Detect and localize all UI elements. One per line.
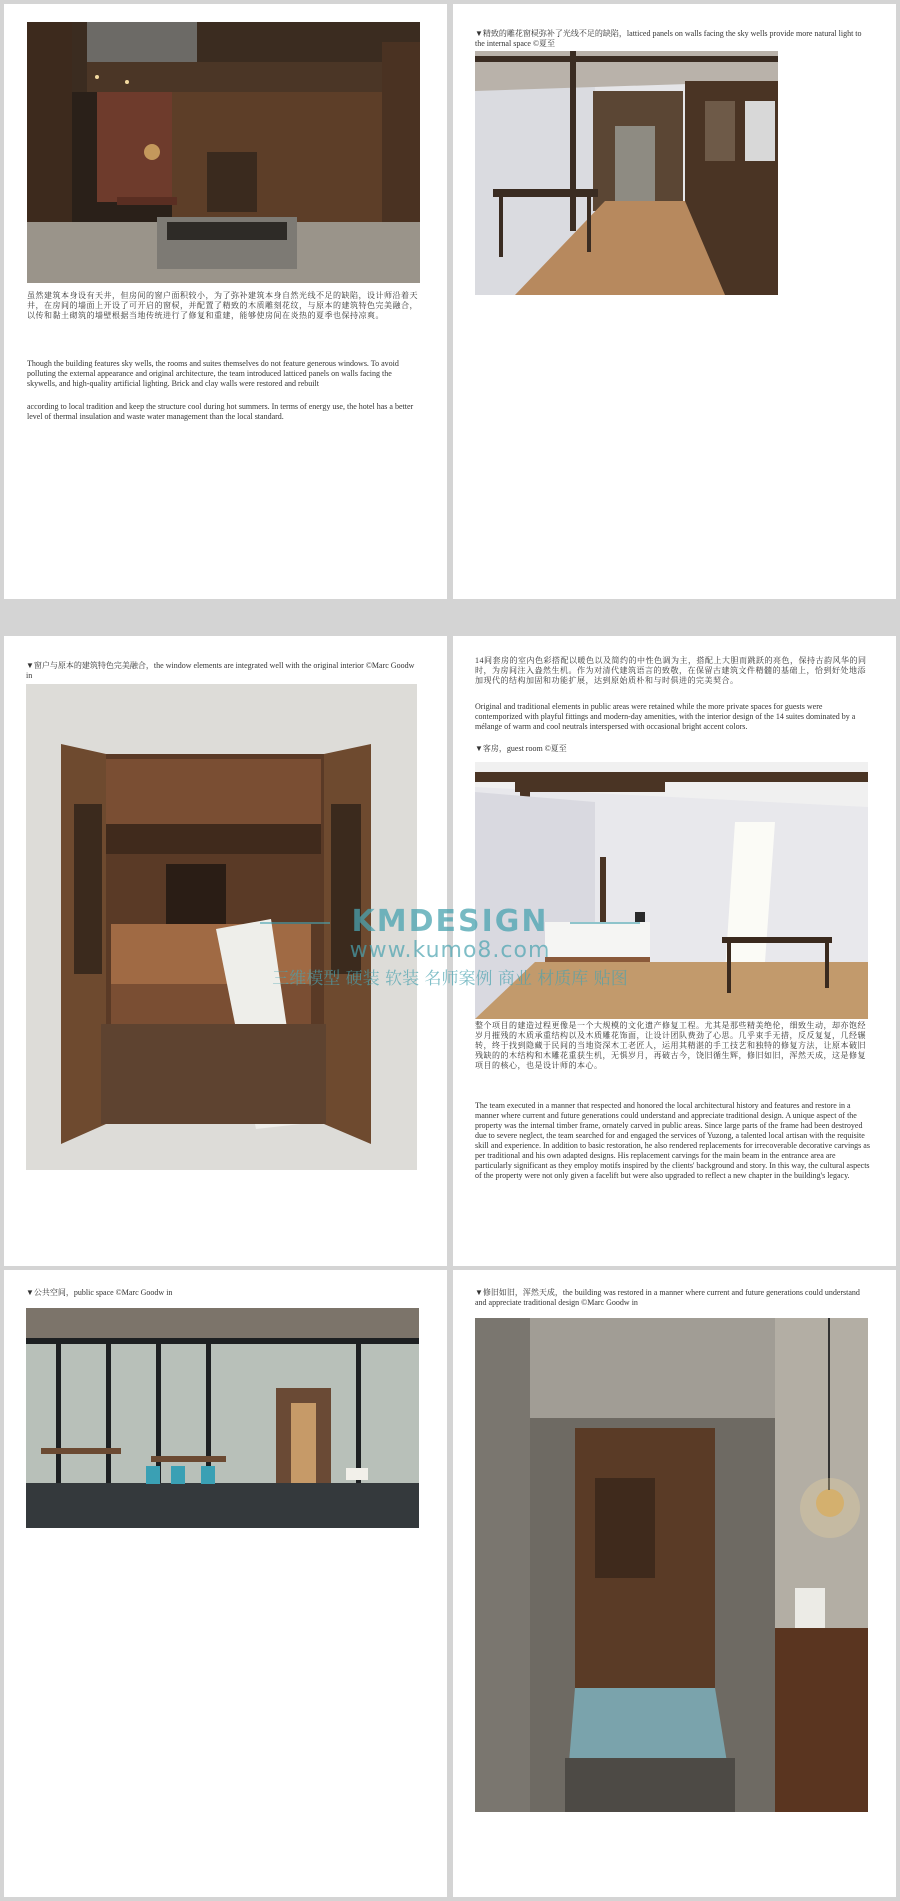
image-caption: ▼精致的雕花窗棂弥补了光线不足的缺陷，latticed panels on walls facing the sky wells provide more natural light to the internal space ©夏至	[475, 29, 862, 48]
image-caption: ▼修旧如旧，浑然天成，the building was restored in a manner where current and future generations could understand and appreciate traditional design ©Marc Goodw in	[475, 1288, 860, 1307]
paragraph-en-1: Though the building features sky wells, the rooms and suites themselves do not feature generous windows. To avoid polluting the external appearance and original architecture, the team introduced latticed panels on walls facing the skywells, and high-quality artificial lighting. Brick and clay walls were restored and rebuilt	[27, 359, 399, 388]
page-4	[453, 636, 896, 1266]
guest-room-photo	[475, 762, 868, 1019]
page-1	[4, 4, 447, 599]
corridor-photo	[475, 51, 778, 295]
paragraph-en-1: Original and traditional elements in public areas were retained while the more private spaces for guests were contemporized with playful fittings and modern-day amenities, with the interior design of the 14 suites dominated by a mélange of warm and cool neutrals interspersed with occasional bright accent colors.	[475, 702, 856, 731]
window-photo	[26, 684, 417, 1170]
entrance-photo	[475, 1318, 868, 1812]
paragraph-en-2: The team executed in a manner that respected and honored the local architectural history and features and restore in a manner where current and future generations could understand and appreciate traditional design. A unique aspect of the property was the internal timber frame, ornately carved in public areas. Since large parts of the frame had been destroyed due to severe neglect, the team searched for and engaged the services of Yuzong, a talented local artisan with the requisite skill and experience. In addition to basic restoration, he also rendered replacements for irrecoverable decorative carvings as per traditional and his own adapted designs. His replacement carvings for the main beam in the entrance area are particularly significant as they employ motifs inspired by the clients' background and story. In this way, the cultural aspects of the property were not only given a facelift but were also upgraded to reflect a new chapter in the building's legacy.	[475, 1101, 870, 1180]
paragraph-en-2: according to local tradition and keep the structure cool during hot summers. In terms of energy use, the hotel has a better level of thermal insulation and waste water management than the local standard.	[27, 402, 414, 421]
watermark-url: www.kumo8.com	[349, 938, 551, 963]
image-caption: ▼客房，guest room ©夏至	[475, 744, 567, 753]
paragraph-cn: 虽然建筑本身设有天井，但房间的窗户面积较小，为了弥补建筑本身自然光线不足的缺陷，设计师沿着天井，在房间的墙面上开设了可开启的窗棂，并配置了精致的木质雕刻花纹，与原本的建筑特色完美融合，以传和黏土砌筑的墙壁根据当地传统进行了修复和重建，能够使房间在炎热的夏季也保持凉爽。	[27, 291, 418, 320]
image-caption: ▼公共空间，public space ©Marc Goodw in	[26, 1288, 173, 1297]
image-caption: ▼窗户与原本的建筑特色完美融合，the window elements are integrated well with the original interior ©Marc Goodw in	[26, 661, 415, 680]
paragraph-cn-2: 整个项目的建造过程更像是一个大规模的文化遗产修复工程。尤其是那些精美绝伦，细致生动，却亦饱经岁月摧残的木质承重结构以及木质雕花饰面，让设计团队费劲了心思。几乎束手无措，反反复复，几经辗转，终于找到隐藏于民间的当地资深木工老匠人，运用其精湛的手工技艺和独特的修复方法，让原本破旧残缺的的木结构和木雕花重获生机，无惧岁月，再破古今，饶旧循生辉，修旧如旧，浑然天成，这是修复项目的核心，也是设计师的本心。	[475, 1021, 866, 1070]
watermark-brand: KMDESIGN	[351, 904, 549, 939]
watermark-line-right	[570, 922, 640, 924]
page-2	[453, 4, 896, 599]
paragraph-cn-1: 14间套房的室内色彩搭配以暖色以及简约的中性色调为主，搭配上大胆而跳跃的亮色，保持古韵风华的同时，为房间注入盎然生机。作为对清代建筑语言的致敬，在保留古建筑文件精髓的基础上，恰到好处地添加现代的结构加固和功能扩展，达到原始质朴和与时俱进的完美契合。	[475, 656, 867, 685]
page-5	[4, 1270, 447, 1897]
public-space-photo	[26, 1308, 419, 1528]
courtyard-photo	[27, 22, 420, 283]
watermark-line-left	[260, 922, 330, 924]
page-3	[4, 636, 447, 1266]
watermark-tagline: 三维模型 硬装 软装 名师案例 商业 材质库 贴图	[272, 969, 628, 989]
page-6	[453, 1270, 896, 1897]
